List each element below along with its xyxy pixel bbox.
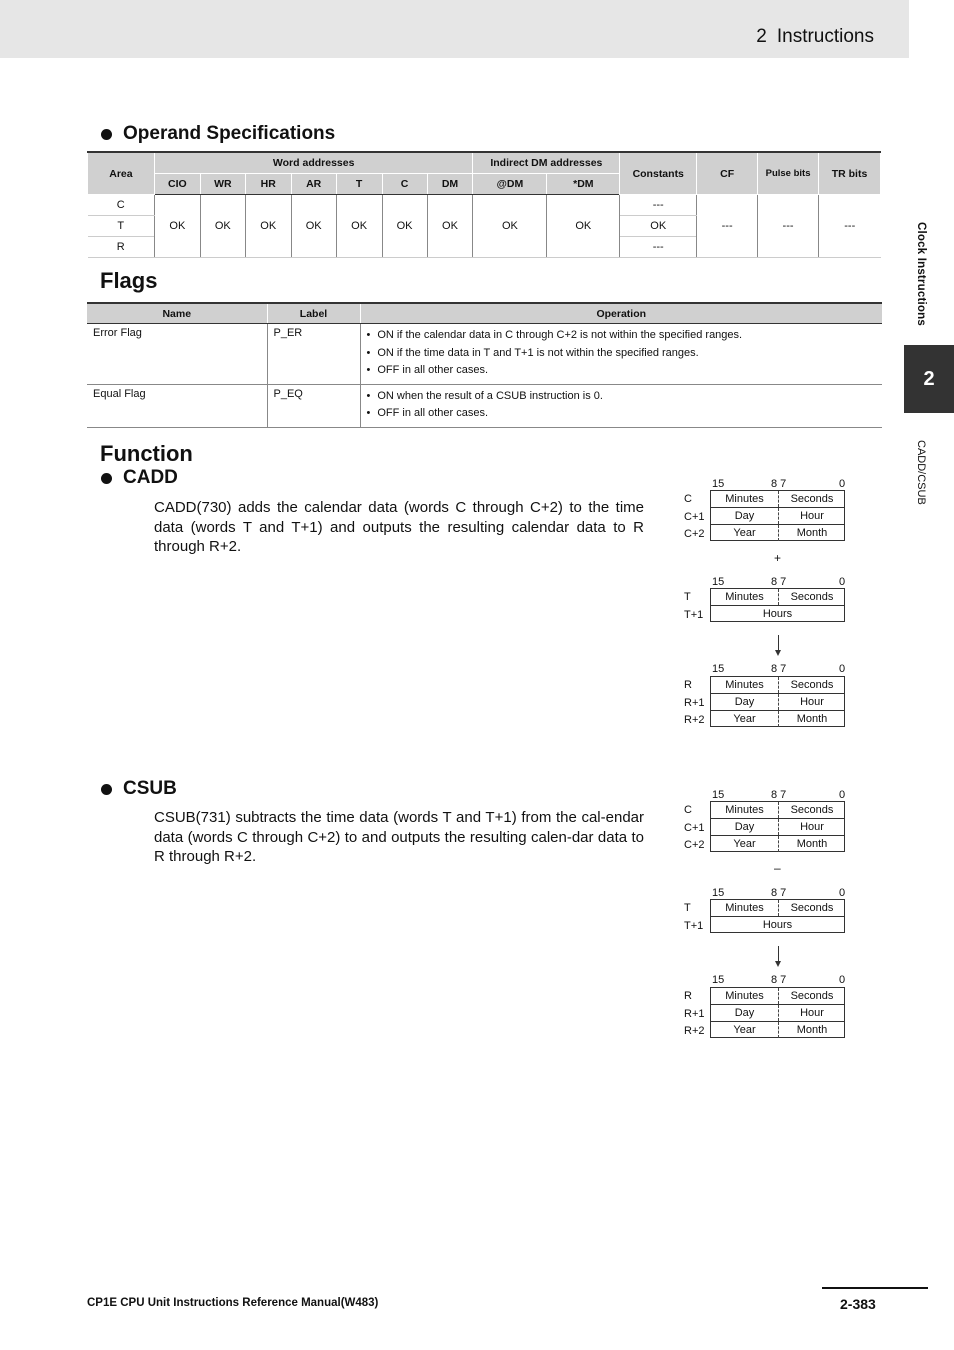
chapter-title: Instructions — [776, 26, 874, 47]
col-operation: Operation — [360, 303, 882, 324]
cadd-diagram: 15 8 7 0 C C+1 C+2 Minutes Seconds Day Hour Year Month + 15 8 7 0 T T+1 Minutes Seconds Hours 15 8 7 0 R R+1 R+2 Minutes Seconds Day Hour Year Month — [682, 478, 852, 778]
arrow-down-icon — [778, 635, 779, 651]
col-tr: TR bits — [819, 152, 881, 195]
arrow-down-icon — [778, 946, 779, 962]
bit-scale: 15 8 7 0 — [712, 887, 846, 899]
col-t: T — [336, 174, 382, 195]
operand-heading: Operand Specifications — [101, 123, 335, 145]
list-item: • ON if the time data in T and T+1 is not within the specified ranges. — [367, 345, 877, 363]
arrow-down-icon — [775, 650, 781, 656]
col-at-dm: @DM — [473, 174, 547, 195]
row-area-t: T — [88, 216, 155, 237]
col-label: Label — [267, 303, 360, 324]
list-item: • OFF in all other cases. — [367, 362, 877, 380]
cell-constants-t: OK — [620, 216, 697, 237]
cadd-heading: CADD — [101, 467, 178, 489]
list-item: • OFF in all other cases. — [367, 405, 877, 423]
cell-ok: OK — [200, 195, 245, 258]
table-row — [87, 324, 882, 385]
side-tab-topic: CADD/CSUB — [915, 440, 927, 505]
cell-ok: OK — [154, 195, 200, 258]
cell-ok: OK — [291, 195, 336, 258]
col-wr: WR — [200, 174, 245, 195]
cell-cf: --- — [697, 195, 758, 258]
col-hr: HR — [245, 174, 291, 195]
side-tab-section: Clock Instructions — [915, 222, 927, 326]
time-register-t: Minutes Seconds Hours — [710, 899, 845, 933]
cell-constants-c: --- — [620, 195, 697, 216]
col-group-indirect: Indirect DM addresses — [473, 152, 620, 174]
bit-scale: 15 8 7 0 — [712, 663, 846, 675]
cell-constants-r: --- — [620, 237, 697, 258]
bit-scale: 15 8 7 0 — [712, 478, 846, 490]
col-cio: CIO — [154, 174, 200, 195]
flags-table — [87, 302, 882, 428]
row-area-r: R — [88, 237, 155, 258]
bit-scale: 15 8 7 0 — [712, 576, 846, 588]
row-area-c: C — [88, 195, 155, 216]
result-register-r: Minutes Seconds Day Hour Year Month — [710, 676, 845, 727]
flag-name: Error Flag — [87, 324, 267, 385]
cell-pulse: --- — [758, 195, 819, 258]
col-ar: AR — [291, 174, 336, 195]
time-register-t: Minutes Seconds Hours — [710, 588, 845, 622]
calendar-register-c: Minutes Seconds Day Hour Year Month — [710, 801, 845, 852]
cell-ok: OK — [336, 195, 382, 258]
bit-scale: 15 8 7 0 — [712, 974, 846, 986]
result-register-r: Minutes Seconds Day Hour Year Month — [710, 987, 845, 1038]
footer-divider — [822, 1287, 928, 1289]
flag-name: Equal Flag — [87, 384, 267, 427]
cell-ok: OK — [547, 195, 620, 258]
flags-heading: Flags — [100, 268, 158, 293]
bullet-icon — [101, 129, 112, 140]
arrow-down-icon — [775, 961, 781, 967]
col-constants: Constants — [620, 152, 697, 195]
col-area: Area — [88, 152, 155, 195]
operator-plus: + — [774, 551, 782, 565]
csub-heading: CSUB — [101, 778, 177, 800]
manual-title: CP1E CPU Unit Instructions Reference Manual(W483) — [87, 1297, 379, 1309]
col-dm: DM — [427, 174, 473, 195]
csub-description: CSUB(731) subtracts the time data (words T and T+1) from the cal-endar data (words C through C+2) to and outputs the resulting calen-dar data to R through R+2. — [154, 809, 644, 865]
cell-ok: OK — [427, 195, 473, 258]
side-tab-number: 2 — [904, 345, 954, 413]
function-heading: Function — [100, 441, 193, 466]
chapter-number: 2 — [756, 26, 767, 47]
cell-tr: --- — [819, 195, 881, 258]
flag-label: P_EQ — [267, 384, 360, 427]
chapter-header — [756, 26, 874, 48]
flag-operation — [360, 324, 882, 385]
page-number: 2-383 — [840, 1296, 876, 1312]
operand-table — [87, 151, 881, 258]
calendar-register-c: Minutes Seconds Day Hour Year Month — [710, 490, 845, 541]
cell-ok: OK — [382, 195, 427, 258]
col-c: C — [382, 174, 427, 195]
cadd-description: CADD(730) adds the calendar data (words C through C+2) to the time data (words T and T+1) and outputs the resulting calendar data to R through R+2. — [154, 499, 644, 555]
col-cf: CF — [697, 152, 758, 195]
col-pulse: Pulse bits — [758, 152, 819, 195]
bit-scale: 15 8 7 0 — [712, 789, 846, 801]
bullet-icon — [101, 784, 112, 795]
list-item: • ON when the result of a CSUB instruction is 0. — [367, 388, 877, 406]
col-name: Name — [87, 303, 267, 324]
list-item: • ON if the calendar data in C through C+2 is not within the specified ranges. — [367, 327, 877, 345]
operator-minus: – — [774, 861, 781, 875]
col-group-word: Word addresses — [154, 152, 473, 174]
csub-diagram: 15 8 7 0 C C+1 C+2 Minutes Seconds Day Hour Year Month – 15 8 7 0 T T+1 Minutes Seconds Hours 15 8 7 0 R R+1 R+2 Minutes Seconds Day Hour Year Month — [682, 789, 852, 1089]
bullet-icon — [101, 473, 112, 484]
col-star-dm: *DM — [547, 174, 620, 195]
cell-ok: OK — [245, 195, 291, 258]
flag-operation — [360, 384, 882, 427]
flag-label: P_ER — [267, 324, 360, 385]
table-row — [87, 384, 882, 427]
cell-ok: OK — [473, 195, 547, 258]
